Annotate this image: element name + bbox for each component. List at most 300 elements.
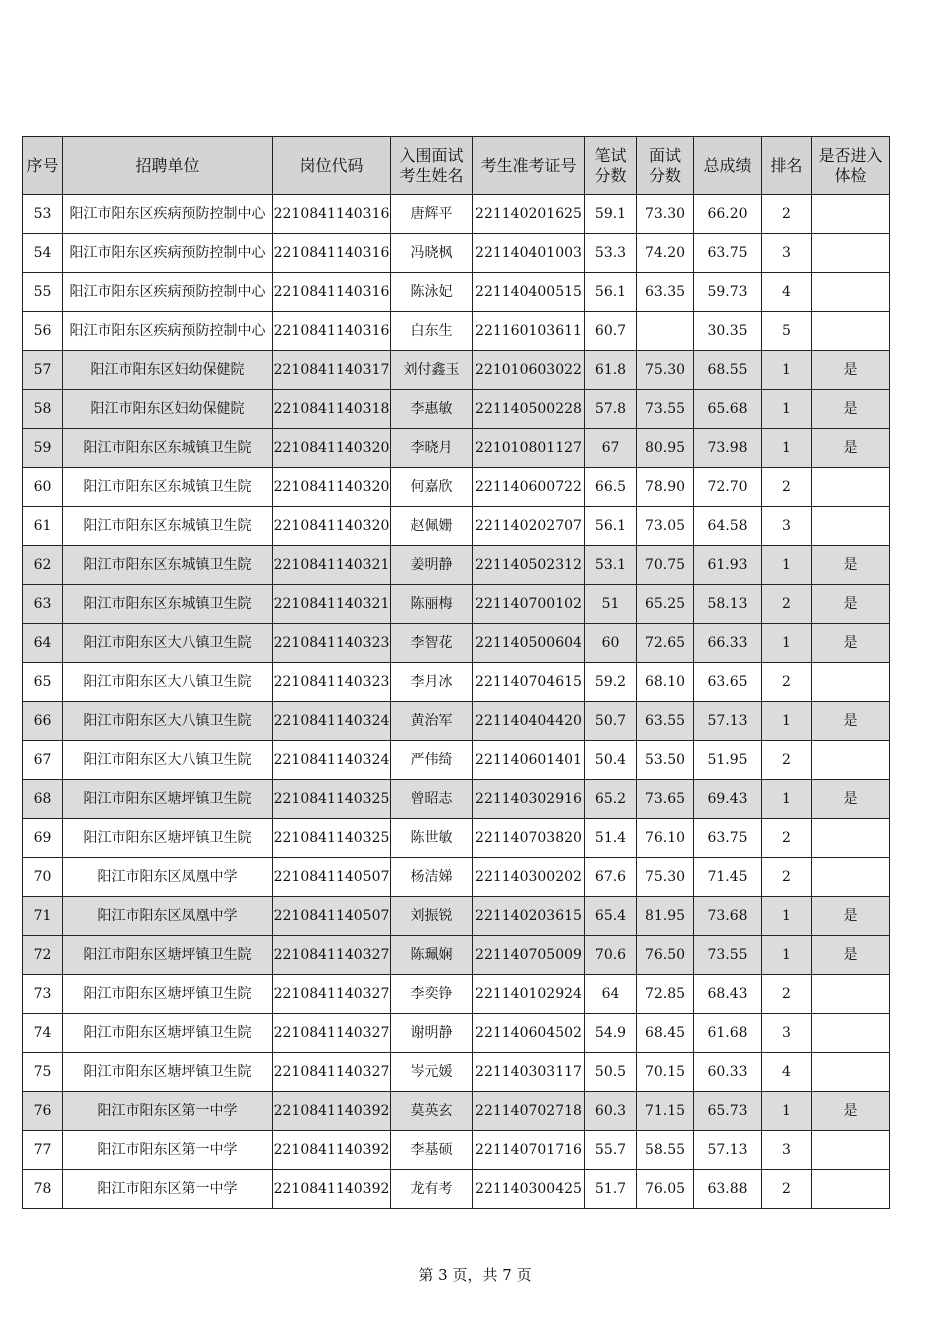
cell-post-code: 2210841140507 <box>273 858 391 897</box>
cell-rank: 1 <box>762 897 812 936</box>
cell-unit: 阳江市阳东区东城镇卫生院 <box>63 585 273 624</box>
cell-total-score: 66.20 <box>694 195 762 234</box>
cell-rank: 3 <box>762 234 812 273</box>
cell-unit: 阳江市阳东区大八镇卫生院 <box>63 702 273 741</box>
cell-written-score: 55.7 <box>585 1131 637 1170</box>
header-total-score: 总成绩 <box>694 137 762 195</box>
cell-exam-id: 221140500604 <box>473 624 585 663</box>
cell-name: 陈世敏 <box>391 819 473 858</box>
cell-written-score: 59.1 <box>585 195 637 234</box>
table-row <box>23 624 890 663</box>
table-row <box>23 429 890 468</box>
cell-interview-score: 76.05 <box>637 1170 694 1209</box>
cell-interview-score: 63.55 <box>637 702 694 741</box>
cell-seq: 59 <box>23 429 63 468</box>
cell-post-code: 2210841140325 <box>273 819 391 858</box>
cell-seq: 75 <box>23 1053 63 1092</box>
cell-exam-id: 221140500228 <box>473 390 585 429</box>
cell-name: 谢明静 <box>391 1014 473 1053</box>
table-row <box>23 936 890 975</box>
cell-post-code: 2210841140323 <box>273 624 391 663</box>
cell-seq: 57 <box>23 351 63 390</box>
cell-name: 陈珮娴 <box>391 936 473 975</box>
header-unit: 招聘单位 <box>63 137 273 195</box>
cell-post-code: 2210841140392 <box>273 1131 391 1170</box>
cell-total-score: 63.75 <box>694 819 762 858</box>
cell-total-score: 30.35 <box>694 312 762 351</box>
cell-written-score: 51.4 <box>585 819 637 858</box>
cell-name: 严伟绮 <box>391 741 473 780</box>
table-row <box>23 1053 890 1092</box>
cell-written-score: 60.7 <box>585 312 637 351</box>
header-seq: 序号 <box>23 137 63 195</box>
cell-unit: 阳江市阳东区凤凰中学 <box>63 858 273 897</box>
cell-unit: 阳江市阳东区第一中学 <box>63 1092 273 1131</box>
cell-physical-exam: 是 <box>812 780 890 819</box>
table-row <box>23 546 890 585</box>
cell-rank: 1 <box>762 390 812 429</box>
cell-exam-id: 221140703820 <box>473 819 585 858</box>
cell-exam-id: 221140102924 <box>473 975 585 1014</box>
cell-written-score: 70.6 <box>585 936 637 975</box>
cell-seq: 54 <box>23 234 63 273</box>
cell-total-score: 65.73 <box>694 1092 762 1131</box>
cell-exam-id: 221140203615 <box>473 897 585 936</box>
cell-total-score: 59.73 <box>694 273 762 312</box>
cell-name: 白东生 <box>391 312 473 351</box>
cell-post-code: 2210841140321 <box>273 585 391 624</box>
cell-physical-exam <box>812 468 890 507</box>
cell-written-score: 65.2 <box>585 780 637 819</box>
cell-name: 刘付鑫玉 <box>391 351 473 390</box>
cell-rank: 2 <box>762 975 812 1014</box>
cell-interview-score: 65.25 <box>637 585 694 624</box>
cell-post-code: 2210841140323 <box>273 663 391 702</box>
cell-name: 何嘉欣 <box>391 468 473 507</box>
cell-total-score: 57.13 <box>694 1131 762 1170</box>
cell-rank: 1 <box>762 429 812 468</box>
cell-physical-exam <box>812 234 890 273</box>
cell-total-score: 73.68 <box>694 897 762 936</box>
cell-rank: 1 <box>762 936 812 975</box>
cell-name: 岑元媛 <box>391 1053 473 1092</box>
table-row <box>23 312 890 351</box>
cell-post-code: 2210841140327 <box>273 936 391 975</box>
cell-written-score: 64 <box>585 975 637 1014</box>
cell-name: 冯晓枫 <box>391 234 473 273</box>
cell-name: 陈泳妃 <box>391 273 473 312</box>
cell-seq: 64 <box>23 624 63 663</box>
cell-unit: 阳江市阳东区塘坪镇卫生院 <box>63 1053 273 1092</box>
cell-name: 李惠敏 <box>391 390 473 429</box>
cell-seq: 60 <box>23 468 63 507</box>
cell-total-score: 63.65 <box>694 663 762 702</box>
cell-written-score: 67.6 <box>585 858 637 897</box>
cell-written-score: 54.9 <box>585 1014 637 1053</box>
cell-rank: 3 <box>762 1131 812 1170</box>
cell-unit: 阳江市阳东区疾病预防控制中心 <box>63 234 273 273</box>
cell-post-code: 2210841140325 <box>273 780 391 819</box>
cell-physical-exam: 是 <box>812 624 890 663</box>
cell-rank: 3 <box>762 507 812 546</box>
cell-physical-exam: 是 <box>812 351 890 390</box>
cell-interview-score: 80.95 <box>637 429 694 468</box>
cell-physical-exam <box>812 1053 890 1092</box>
cell-post-code: 2210841140327 <box>273 1014 391 1053</box>
cell-exam-id: 221140404420 <box>473 702 585 741</box>
header-interview-score: 面试 分数 <box>637 137 694 195</box>
cell-unit: 阳江市阳东区东城镇卫生院 <box>63 468 273 507</box>
table-row <box>23 351 890 390</box>
cell-interview-score: 73.05 <box>637 507 694 546</box>
table-row <box>23 702 890 741</box>
cell-unit: 阳江市阳东区东城镇卫生院 <box>63 507 273 546</box>
cell-post-code: 2210841140316 <box>273 234 391 273</box>
cell-post-code: 2210841140327 <box>273 975 391 1014</box>
cell-exam-id: 221140202707 <box>473 507 585 546</box>
cell-written-score: 53.1 <box>585 546 637 585</box>
cell-total-score: 72.70 <box>694 468 762 507</box>
cell-written-score: 50.4 <box>585 741 637 780</box>
header-physical-exam: 是否进入 体检 <box>812 137 890 195</box>
cell-name: 龙有考 <box>391 1170 473 1209</box>
cell-rank: 2 <box>762 819 812 858</box>
cell-post-code: 2210841140316 <box>273 312 391 351</box>
results-table <box>22 136 890 1209</box>
cell-rank: 1 <box>762 1092 812 1131</box>
cell-rank: 1 <box>762 702 812 741</box>
cell-seq: 76 <box>23 1092 63 1131</box>
cell-post-code: 2210841140324 <box>273 702 391 741</box>
cell-written-score: 67 <box>585 429 637 468</box>
cell-physical-exam <box>812 819 890 858</box>
cell-rank: 2 <box>762 585 812 624</box>
cell-interview-score: 73.55 <box>637 390 694 429</box>
cell-physical-exam <box>812 975 890 1014</box>
header-rank: 排名 <box>762 137 812 195</box>
table-row <box>23 390 890 429</box>
cell-name: 莫英玄 <box>391 1092 473 1131</box>
cell-post-code: 2210841140318 <box>273 390 391 429</box>
cell-unit: 阳江市阳东区大八镇卫生院 <box>63 663 273 702</box>
cell-seq: 69 <box>23 819 63 858</box>
cell-unit: 阳江市阳东区塘坪镇卫生院 <box>63 975 273 1014</box>
cell-post-code: 2210841140320 <box>273 507 391 546</box>
cell-written-score: 60.3 <box>585 1092 637 1131</box>
header-written-score: 笔试 分数 <box>585 137 637 195</box>
cell-exam-id: 221140400515 <box>473 273 585 312</box>
cell-interview-score: 68.45 <box>637 1014 694 1053</box>
cell-written-score: 56.1 <box>585 507 637 546</box>
cell-written-score: 57.8 <box>585 390 637 429</box>
cell-exam-id: 221140401003 <box>473 234 585 273</box>
cell-unit: 阳江市阳东区第一中学 <box>63 1131 273 1170</box>
cell-rank: 2 <box>762 195 812 234</box>
header-candidate-name: 入围面试 考生姓名 <box>391 137 473 195</box>
cell-physical-exam <box>812 858 890 897</box>
cell-physical-exam: 是 <box>812 585 890 624</box>
cell-physical-exam: 是 <box>812 390 890 429</box>
cell-rank: 2 <box>762 663 812 702</box>
cell-interview-score: 68.10 <box>637 663 694 702</box>
table-row <box>23 741 890 780</box>
cell-seq: 70 <box>23 858 63 897</box>
cell-total-score: 69.43 <box>694 780 762 819</box>
cell-unit: 阳江市阳东区第一中学 <box>63 1170 273 1209</box>
cell-unit: 阳江市阳东区妇幼保健院 <box>63 390 273 429</box>
cell-exam-id: 221140303117 <box>473 1053 585 1092</box>
cell-exam-id: 221140300202 <box>473 858 585 897</box>
cell-exam-id: 221140600722 <box>473 468 585 507</box>
cell-total-score: 73.55 <box>694 936 762 975</box>
cell-name: 李月冰 <box>391 663 473 702</box>
cell-written-score: 51.7 <box>585 1170 637 1209</box>
cell-name: 赵佩姗 <box>391 507 473 546</box>
cell-post-code: 2210841140392 <box>273 1170 391 1209</box>
cell-post-code: 2210841140324 <box>273 741 391 780</box>
cell-post-code: 2210841140316 <box>273 195 391 234</box>
table-row <box>23 1014 890 1053</box>
cell-physical-exam: 是 <box>812 429 890 468</box>
cell-unit: 阳江市阳东区塘坪镇卫生院 <box>63 1014 273 1053</box>
cell-rank: 2 <box>762 741 812 780</box>
cell-seq: 58 <box>23 390 63 429</box>
cell-written-score: 51 <box>585 585 637 624</box>
cell-interview-score: 75.30 <box>637 351 694 390</box>
cell-post-code: 2210841140327 <box>273 1053 391 1092</box>
cell-seq: 55 <box>23 273 63 312</box>
cell-physical-exam <box>812 507 890 546</box>
cell-name: 姜明静 <box>391 546 473 585</box>
page-number: 第 3 页，共 7 页 <box>418 1266 532 1284</box>
cell-seq: 65 <box>23 663 63 702</box>
cell-physical-exam: 是 <box>812 897 890 936</box>
cell-physical-exam: 是 <box>812 936 890 975</box>
cell-exam-id: 221140704615 <box>473 663 585 702</box>
cell-rank: 3 <box>762 1014 812 1053</box>
table-row <box>23 585 890 624</box>
table-row <box>23 897 890 936</box>
cell-physical-exam <box>812 1131 890 1170</box>
cell-written-score: 56.1 <box>585 273 637 312</box>
cell-post-code: 2210841140320 <box>273 468 391 507</box>
cell-total-score: 61.68 <box>694 1014 762 1053</box>
cell-unit: 阳江市阳东区大八镇卫生院 <box>63 741 273 780</box>
cell-seq: 56 <box>23 312 63 351</box>
header-row <box>23 137 890 195</box>
cell-seq: 77 <box>23 1131 63 1170</box>
cell-total-score: 63.88 <box>694 1170 762 1209</box>
cell-physical-exam: 是 <box>812 1092 890 1131</box>
table-row <box>23 975 890 1014</box>
header-exam-id: 考生准考证号 <box>473 137 585 195</box>
cell-physical-exam <box>812 1014 890 1053</box>
cell-exam-id: 221140705009 <box>473 936 585 975</box>
cell-name: 陈丽梅 <box>391 585 473 624</box>
cell-rank: 2 <box>762 468 812 507</box>
cell-seq: 71 <box>23 897 63 936</box>
cell-unit: 阳江市阳东区疾病预防控制中心 <box>63 273 273 312</box>
cell-interview-score: 63.35 <box>637 273 694 312</box>
cell-written-score: 59.2 <box>585 663 637 702</box>
cell-interview-score: 70.75 <box>637 546 694 585</box>
cell-unit: 阳江市阳东区疾病预防控制中心 <box>63 195 273 234</box>
cell-written-score: 53.3 <box>585 234 637 273</box>
cell-physical-exam <box>812 312 890 351</box>
cell-exam-id: 221010603022 <box>473 351 585 390</box>
cell-total-score: 65.68 <box>694 390 762 429</box>
cell-seq: 62 <box>23 546 63 585</box>
cell-interview-score: 72.85 <box>637 975 694 1014</box>
cell-interview-score: 73.65 <box>637 780 694 819</box>
cell-total-score: 66.33 <box>694 624 762 663</box>
cell-rank: 1 <box>762 546 812 585</box>
cell-unit: 阳江市阳东区东城镇卫生院 <box>63 546 273 585</box>
cell-unit: 阳江市阳东区凤凰中学 <box>63 897 273 936</box>
cell-physical-exam <box>812 273 890 312</box>
cell-interview-score: 71.15 <box>637 1092 694 1131</box>
cell-total-score: 60.33 <box>694 1053 762 1092</box>
cell-total-score: 64.58 <box>694 507 762 546</box>
cell-rank: 2 <box>762 1170 812 1209</box>
cell-total-score: 58.13 <box>694 585 762 624</box>
cell-total-score: 73.98 <box>694 429 762 468</box>
cell-exam-id: 221140302916 <box>473 780 585 819</box>
table-row <box>23 468 890 507</box>
table-row <box>23 1131 890 1170</box>
cell-exam-id: 221140601401 <box>473 741 585 780</box>
cell-rank: 5 <box>762 312 812 351</box>
cell-physical-exam <box>812 1170 890 1209</box>
cell-exam-id: 221140300425 <box>473 1170 585 1209</box>
cell-interview-score: 58.55 <box>637 1131 694 1170</box>
cell-interview-score: 75.30 <box>637 858 694 897</box>
cell-name: 曾昭志 <box>391 780 473 819</box>
cell-exam-id: 221160103611 <box>473 312 585 351</box>
cell-seq: 63 <box>23 585 63 624</box>
cell-written-score: 61.8 <box>585 351 637 390</box>
cell-unit: 阳江市阳东区塘坪镇卫生院 <box>63 936 273 975</box>
cell-post-code: 2210841140321 <box>273 546 391 585</box>
cell-seq: 53 <box>23 195 63 234</box>
cell-physical-exam <box>812 195 890 234</box>
cell-seq: 68 <box>23 780 63 819</box>
cell-post-code: 2210841140392 <box>273 1092 391 1131</box>
cell-physical-exam <box>812 741 890 780</box>
cell-physical-exam: 是 <box>812 702 890 741</box>
table-body <box>23 195 890 1209</box>
cell-total-score: 61.93 <box>694 546 762 585</box>
cell-interview-score: 81.95 <box>637 897 694 936</box>
cell-written-score: 66.5 <box>585 468 637 507</box>
cell-seq: 67 <box>23 741 63 780</box>
table-row <box>23 819 890 858</box>
cell-interview-score: 73.30 <box>637 195 694 234</box>
cell-seq: 66 <box>23 702 63 741</box>
cell-interview-score: 70.15 <box>637 1053 694 1092</box>
cell-unit: 阳江市阳东区疾病预防控制中心 <box>63 312 273 351</box>
cell-rank: 2 <box>762 858 812 897</box>
cell-rank: 1 <box>762 780 812 819</box>
cell-rank: 4 <box>762 1053 812 1092</box>
cell-total-score: 63.75 <box>694 234 762 273</box>
table-row <box>23 195 890 234</box>
cell-name: 李基硕 <box>391 1131 473 1170</box>
cell-interview-score: 76.50 <box>637 936 694 975</box>
cell-name: 黄治军 <box>391 702 473 741</box>
cell-name: 李奕铮 <box>391 975 473 1014</box>
cell-interview-score: 53.50 <box>637 741 694 780</box>
cell-rank: 4 <box>762 273 812 312</box>
cell-seq: 61 <box>23 507 63 546</box>
table-row <box>23 780 890 819</box>
cell-exam-id: 221010801127 <box>473 429 585 468</box>
cell-interview-score: 76.10 <box>637 819 694 858</box>
cell-name: 李晓月 <box>391 429 473 468</box>
cell-total-score: 71.45 <box>694 858 762 897</box>
cell-seq: 74 <box>23 1014 63 1053</box>
cell-seq: 78 <box>23 1170 63 1209</box>
table-row <box>23 858 890 897</box>
table-row <box>23 1170 890 1209</box>
header-post-code: 岗位代码 <box>273 137 391 195</box>
cell-total-score: 68.43 <box>694 975 762 1014</box>
cell-interview-score: 78.90 <box>637 468 694 507</box>
cell-unit: 阳江市阳东区大八镇卫生院 <box>63 624 273 663</box>
cell-exam-id: 221140502312 <box>473 546 585 585</box>
cell-written-score: 60 <box>585 624 637 663</box>
cell-physical-exam <box>812 663 890 702</box>
cell-total-score: 57.13 <box>694 702 762 741</box>
cell-post-code: 2210841140317 <box>273 351 391 390</box>
cell-total-score: 68.55 <box>694 351 762 390</box>
cell-seq: 72 <box>23 936 63 975</box>
table-row <box>23 507 890 546</box>
cell-written-score: 65.4 <box>585 897 637 936</box>
cell-unit: 阳江市阳东区妇幼保健院 <box>63 351 273 390</box>
cell-exam-id: 221140201625 <box>473 195 585 234</box>
table-row <box>23 1092 890 1131</box>
cell-exam-id: 221140700102 <box>473 585 585 624</box>
cell-name: 杨洁娣 <box>391 858 473 897</box>
cell-name: 李智花 <box>391 624 473 663</box>
cell-rank: 1 <box>762 624 812 663</box>
cell-interview-score: 72.65 <box>637 624 694 663</box>
cell-exam-id: 221140701716 <box>473 1131 585 1170</box>
cell-exam-id: 221140604502 <box>473 1014 585 1053</box>
cell-interview-score: 74.20 <box>637 234 694 273</box>
cell-exam-id: 221140702718 <box>473 1092 585 1131</box>
cell-written-score: 50.5 <box>585 1053 637 1092</box>
cell-post-code: 2210841140316 <box>273 273 391 312</box>
cell-name: 唐辉平 <box>391 195 473 234</box>
cell-physical-exam: 是 <box>812 546 890 585</box>
cell-written-score: 50.7 <box>585 702 637 741</box>
table-row <box>23 273 890 312</box>
cell-unit: 阳江市阳东区塘坪镇卫生院 <box>63 819 273 858</box>
cell-unit: 阳江市阳东区塘坪镇卫生院 <box>63 780 273 819</box>
cell-seq: 73 <box>23 975 63 1014</box>
table-row <box>23 234 890 273</box>
cell-rank: 1 <box>762 351 812 390</box>
cell-post-code: 2210841140320 <box>273 429 391 468</box>
cell-interview-score <box>637 312 694 351</box>
cell-unit: 阳江市阳东区东城镇卫生院 <box>63 429 273 468</box>
cell-post-code: 2210841140507 <box>273 897 391 936</box>
cell-total-score: 51.95 <box>694 741 762 780</box>
table-row <box>23 663 890 702</box>
cell-name: 刘振锐 <box>391 897 473 936</box>
